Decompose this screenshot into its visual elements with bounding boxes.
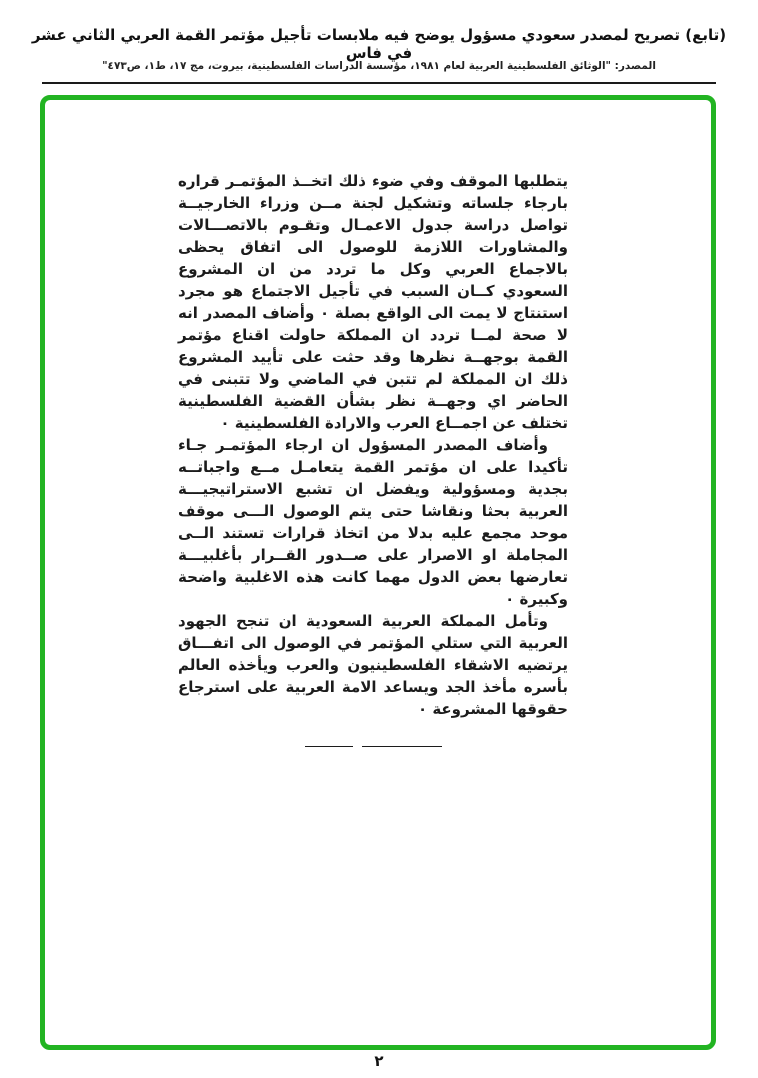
end-divider-line-right xyxy=(362,746,442,747)
scan-border-frame xyxy=(40,95,716,1050)
paragraph-2: وأضاف المصدر المسؤول ان ارجاء المؤتمـر جـاء تأكيدا على ان مؤتمر القمة يتعامـل مــع واجباتــه بجدية ومسؤولية ويفضل ان تشبع الاستراتيجيـــة العربية بحثا ونقاشا حتى يتم الوصول الـــى موقف موحد مجمع عليه بدلا من اتخاذ قرارات تستند الــى المجاملة او الاصرار على صــدور القــرار بأغلبيـــة تعارضها بعض الدول مهما كانت هذه الاغلبية واضحة وكبيرة ٠ xyxy=(178,436,568,608)
scanned-text-block xyxy=(178,170,568,747)
page-number: ٢ xyxy=(374,1052,384,1070)
end-divider-line-left xyxy=(305,746,353,747)
document-source-line: المصدر: "الوثائق الفلسطينية العربية لعام ١٩٨١، مؤسسة الدراسات الفلسطينية، بيروت، مج ١٧، ط١، ص٤٧٣" xyxy=(102,60,656,72)
end-divider-lines xyxy=(178,746,568,747)
paragraph-1: يتطلبها الموقف وفي ضوء ذلك اتخــذ المؤتمـر قراره بارجاء جلساته وتشكيل لجنة مــن وزراء الخارجيــة تواصل دراسة جدول الاعمـال وتقـوم بالاتصـــالات والمشاورات اللازمة للوصول الى اتفاق يحظى بالاجماع العربي وكل ما تردد من ان المشروع السعودي كــان السبب في تأجيل الاجتماع هو مجرد استنتاج لا يمت الى الواقع بصلة ٠ وأضاف المصدر انه لا صحة لمــا تردد ان المملكة حاولت اقناع مؤتمر القمة بوجهــة نظرها وقد حثت على تأييد المشروع ذلك ان المملكة لم تتبن في الماضي ولا تتبنى في الحاضر اي وجهــة نظر بشأن القضية الفلسطينية تختلف عن اجمــاع العرب والارادة الفلسطينية ٠ xyxy=(178,172,568,432)
paragraph-3: وتأمل المملكة العربية السعودية ان تنجح الجهود العربية التي ستلي المؤتمر في الوصول الى اتفـــاق يرتضيه الاشقاء الفلسطينيون والعرب ويأخذه العالم بأسره مأخذ الجد ويساعد الامة العربية على استرجاع حقوقها المشروعة ٠ xyxy=(178,612,568,718)
header-divider xyxy=(42,82,716,84)
document-header-title: (تابع) تصريح لمصدر سعودي مسؤول يوضح فيه ملابسات تأجيل مؤتمر القمة العربي الثاني عشر في فاس xyxy=(31,26,727,62)
